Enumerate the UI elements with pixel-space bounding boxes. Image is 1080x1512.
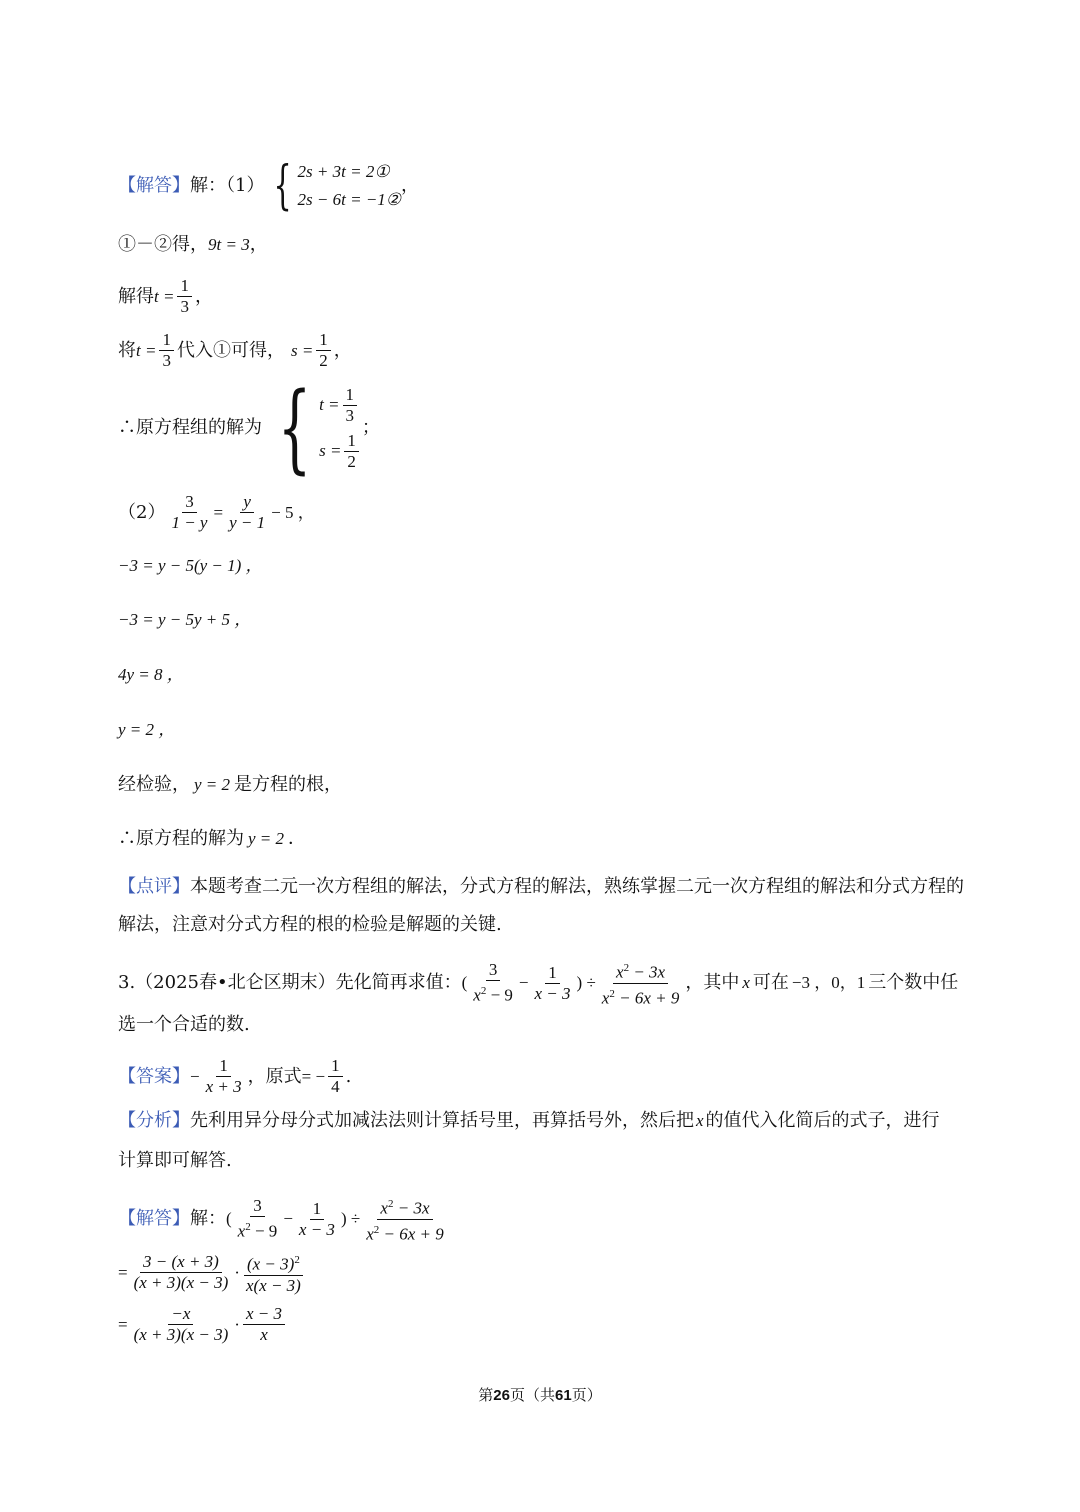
den-rest: − 6x + 9: [614, 988, 680, 1008]
fraction: [363, 1194, 447, 1244]
step1-tail: ，: [249, 234, 268, 255]
footer-mid: 页（共: [509, 1386, 555, 1404]
exponent: 2: [294, 1254, 300, 1266]
part2-check: [118, 772, 342, 798]
fraction: [296, 1199, 338, 1240]
step3-text: 将: [118, 339, 136, 361]
var-x: x: [237, 1221, 246, 1241]
page-total: 61: [555, 1387, 572, 1404]
q3-post2: 可在: [752, 972, 789, 994]
numerator: 1: [216, 1056, 231, 1077]
analysis-post: 的值代入化简后的式子，进行: [705, 1110, 940, 1131]
den-rest: − 6x + 9: [379, 1224, 444, 1244]
numerator: 3: [250, 1196, 265, 1217]
system-tail: ，: [401, 175, 420, 196]
equation-system: [298, 158, 402, 214]
denominator: 3: [180, 297, 189, 316]
denominator: 3: [162, 351, 171, 370]
step2-text: 解得: [118, 285, 154, 307]
answer-tail: .: [345, 1065, 352, 1087]
part2-final: [118, 826, 306, 852]
sol-tail: ；: [361, 417, 380, 438]
denominator: [599, 984, 683, 1009]
fraction: [177, 276, 192, 317]
part2-step1: −3 = y − 5(y − 1) ，: [118, 556, 263, 575]
denominator: (x + 3)(x − 3): [133, 1273, 229, 1293]
analysis-var-x: x: [696, 1111, 704, 1130]
paren-close-div: ) ÷: [576, 973, 596, 993]
label-dianping: 【点评】: [118, 876, 190, 897]
numerator: 1: [316, 330, 331, 351]
paren-open: (: [226, 1209, 232, 1229]
fraction: [470, 960, 516, 1006]
fraction: [203, 1056, 245, 1097]
denominator: 3: [345, 405, 355, 425]
exponent: 2: [387, 1198, 394, 1210]
fraction: [328, 1056, 343, 1097]
final-tail: ．: [288, 828, 307, 849]
numerator: 1: [545, 963, 560, 984]
numerator: [613, 958, 668, 984]
comment-paragraph: [118, 868, 968, 944]
fraction: [159, 330, 174, 371]
var-x: x: [616, 962, 624, 982]
exponent: 2: [623, 962, 630, 974]
equals: =: [118, 1314, 128, 1334]
sol-s-var: s =: [319, 441, 342, 460]
fraction: [131, 1252, 232, 1293]
analysis-line2: 计算即可解答.: [118, 1150, 232, 1171]
left-brace-icon: {: [273, 156, 293, 216]
q3-post: ，其中: [685, 972, 740, 994]
check-math: y = 2: [194, 775, 231, 794]
numerator: 1: [344, 431, 359, 452]
numerator: 3 − (x + 3): [140, 1252, 222, 1273]
exponent: 2: [609, 987, 615, 1000]
step3-var: t =: [136, 340, 157, 360]
part1-lead: 解：（1）: [190, 175, 265, 196]
numerator: 1: [328, 1056, 343, 1077]
num-base: (x − 3): [246, 1254, 295, 1274]
fraction: [168, 492, 210, 533]
exponent: 2: [480, 985, 487, 998]
numerator: 3: [182, 492, 197, 513]
answer-mid: ，原式: [247, 1065, 302, 1087]
paren-close-div: ) ÷: [340, 1209, 361, 1229]
step2-tail: ，: [194, 285, 213, 307]
rhs-tail: − 5 ，: [271, 502, 315, 522]
fraction: [316, 330, 331, 371]
denominator: x(x − 3): [245, 1275, 301, 1295]
fraction: [532, 963, 574, 1004]
sol-row-s: [319, 428, 362, 474]
footer-post: 页）: [571, 1386, 602, 1404]
num-rest: − 3x: [393, 1198, 430, 1218]
check-tail: 是方程的根，: [234, 774, 343, 795]
part2-step2: −3 = y − 5y + 5 ，: [118, 610, 252, 629]
left-brace-icon: {: [277, 372, 312, 484]
den-rest: − 9: [486, 985, 513, 1005]
page-footer: [0, 1384, 1080, 1405]
var-x: x: [601, 988, 610, 1008]
denominator: x − 3: [534, 983, 571, 1003]
solution3-line2: [118, 1250, 307, 1296]
q3-values: −3 ，0，1: [791, 973, 866, 993]
denominator: y − 1: [229, 513, 266, 532]
equals: =: [118, 1262, 128, 1282]
analysis-line1: [118, 1108, 940, 1134]
denominator: x − 3: [298, 1219, 335, 1239]
step3-var2: s =: [290, 340, 314, 360]
numerator: 3: [486, 960, 501, 981]
part2-equation: [118, 492, 315, 533]
numerator: 1: [310, 1199, 325, 1220]
var-x: x: [380, 1198, 388, 1218]
paren-open: (: [461, 973, 468, 993]
step2-var: t =: [154, 286, 175, 306]
comment-text: 本题考查二元一次方程组的解法，分式方程的解法，熟练掌握二元一次方程组的解法和分式方程的解法，注意对分式方程的根的检验是解题的关键.: [118, 876, 964, 935]
equals-neg: = −: [301, 1066, 326, 1086]
step3-tail: ，: [333, 339, 352, 361]
den-rest: − 9: [250, 1221, 278, 1241]
neg-sign: −: [190, 1066, 200, 1086]
exponent: 2: [245, 1221, 251, 1234]
fraction: [131, 1304, 232, 1345]
denominator: 4: [331, 1077, 340, 1096]
solution-system: [319, 382, 362, 474]
numerator: 1: [343, 385, 358, 406]
part2-step3: 4y = 8 ，: [118, 665, 184, 684]
label-jieda: 【解答】: [118, 1208, 190, 1230]
fraction: [599, 958, 683, 1008]
denominator: x + 3: [205, 1077, 242, 1096]
system-eq2: 2s − 6t = −1②: [297, 190, 402, 209]
fraction: [235, 1196, 281, 1242]
denominator: x: [260, 1325, 268, 1344]
denominator: 1 − y: [171, 513, 208, 532]
step3-mid: 代入①可得，: [176, 339, 285, 361]
label-daan: 【答案】: [118, 1065, 190, 1087]
fraction: [343, 385, 358, 426]
denominator: 2: [319, 351, 328, 370]
question-3-cont: 选一个合适的数.: [118, 1014, 250, 1035]
q3-var-x: x: [742, 973, 750, 993]
solution-part1-header: [118, 158, 419, 214]
step-solve-t: [118, 276, 213, 317]
var-x: x: [366, 1224, 374, 1244]
sol-row-t: [319, 382, 362, 428]
system-solution: [118, 372, 380, 484]
numerator: x − 3: [243, 1304, 285, 1325]
exponent: 2: [373, 1223, 380, 1236]
numerator: 1: [177, 276, 192, 297]
fraction: [243, 1304, 285, 1345]
answer-line: [118, 1056, 351, 1097]
sol-t-var: t =: [319, 395, 340, 414]
step1-math: 9t = 3: [208, 235, 250, 254]
analysis-pre: 先利用异分母分式加减法法则计算括号里，再算括号外，然后把: [190, 1110, 694, 1131]
q3-post3: 三个数中任: [868, 972, 959, 994]
fraction: [226, 492, 268, 533]
var-x: x: [473, 985, 481, 1005]
label-jieda: 【解答】: [118, 175, 190, 196]
numerator: [377, 1194, 432, 1220]
numerator: −x: [168, 1304, 193, 1325]
fraction: [344, 431, 359, 472]
sol-text: ∴原方程组的解为: [118, 417, 262, 438]
minus: −: [283, 1209, 293, 1229]
numerator: [244, 1250, 303, 1276]
denominator: [363, 1220, 447, 1245]
final-text: ∴原方程的解为: [118, 828, 244, 849]
numerator: 1: [159, 330, 174, 351]
denominator: [470, 981, 516, 1006]
check-text: 经检验，: [118, 774, 190, 795]
part2-step4: y = 2 ，: [118, 720, 176, 739]
denominator: 2: [347, 451, 356, 471]
solution3-lead: 解：: [190, 1208, 226, 1230]
step-subtract: [118, 232, 268, 258]
solution3-line1: [118, 1194, 450, 1244]
page-number: 26: [493, 1387, 510, 1404]
numerator: y: [240, 492, 254, 513]
part2-lead: （2）: [118, 501, 166, 523]
minus: −: [518, 973, 529, 993]
footer-pre: 第: [478, 1386, 494, 1404]
step1-text: ①－②得，: [118, 234, 208, 255]
system-eq1: 2s + 3t = 2①: [297, 162, 390, 181]
question-3: [118, 958, 958, 1008]
dot: ·: [234, 1262, 240, 1282]
step-substitute: [118, 330, 352, 371]
denominator: (x + 3)(x − 3): [133, 1325, 229, 1344]
denominator: [235, 1217, 281, 1242]
dot: ·: [234, 1314, 240, 1334]
final-math: y = 2: [248, 829, 285, 848]
num-rest: − 3x: [629, 962, 666, 982]
equals: =: [213, 502, 224, 522]
solution3-line3: [118, 1304, 288, 1345]
label-fenxi: 【分析】: [118, 1110, 190, 1131]
q3-prefix: 3.（2025春•北仑区期末）先化简再求值：: [118, 972, 462, 994]
fraction: [243, 1250, 304, 1296]
